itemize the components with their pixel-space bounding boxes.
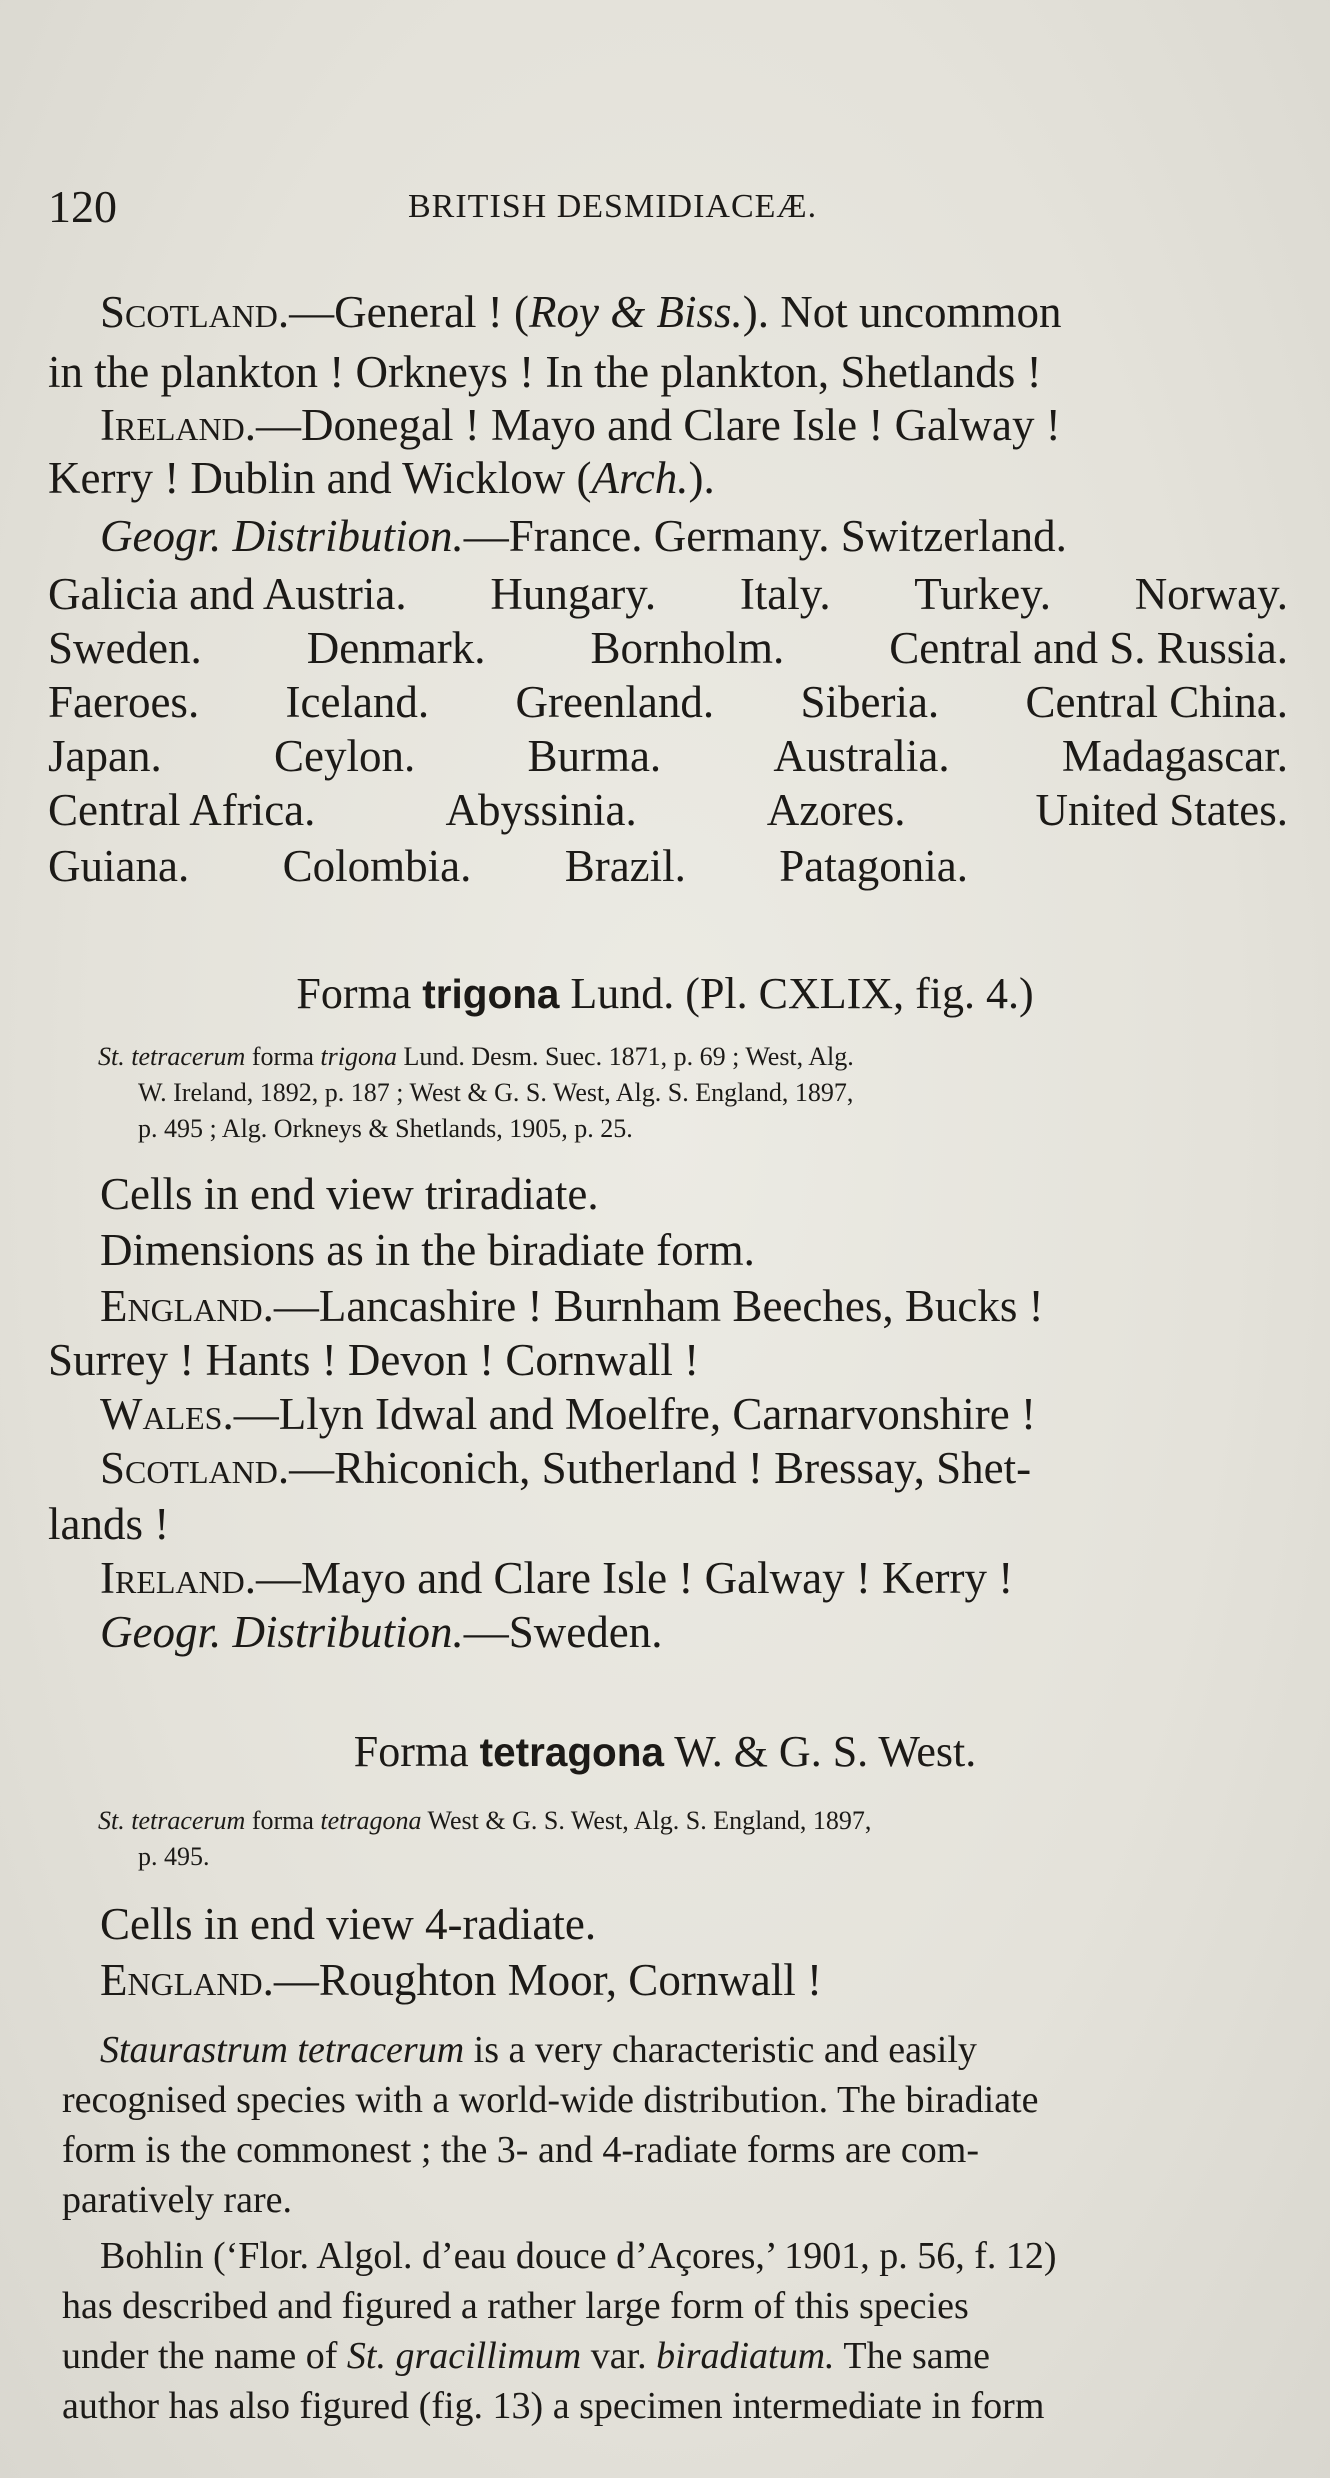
page-number: 120 [48,181,117,232]
distribution-line [48,785,1288,835]
region-label: Wales. [100,1389,234,1439]
text-span: West & G. S. West, Alg. S. England, 1897, [421,1806,872,1835]
text-line: Cells in end view triradiate. [100,1169,599,1219]
england-line [100,1281,1290,1331]
ireland-line [100,1553,1290,1603]
taxon-name: Staurastrum tetracerum [100,2029,465,2071]
text-line: recognised species with a world-wide distribution. The biradiate [62,2079,1039,2121]
place-name: Ceylon. [273,731,416,781]
region-label: Ireland. [100,1553,257,1603]
place-name: Brazil. [564,841,686,891]
place-name: Colombia. [282,841,472,891]
text-line: in the plankton ! Orkneys ! In the plankton, Shetlands ! [48,347,1042,397]
reference-line: p. 495. [138,1842,210,1871]
reference-line: W. Ireland, 1892, p. 187 ; West & G. S. West, Alg. S. England, 1897, [138,1078,854,1107]
distribution-line [48,841,968,891]
place-name: Burma. [527,731,662,781]
text-span: —Mayo and Clare Isle ! Galway ! Kerry ! [256,1553,1014,1603]
place-name: Madagascar. [1061,731,1288,781]
place-name: Denmark. [306,623,486,673]
region-label: Ireland. [100,400,257,450]
taxon-name: tetragona [479,1729,664,1775]
geogr-line [100,1607,1290,1657]
place-name: Australia. [773,731,950,781]
text-span: Forma [296,969,423,1018]
taxon-name: trigona [320,1042,397,1071]
place-name: Faeroes. [48,677,200,727]
text-span: Forma [353,1727,480,1776]
distribution-line [48,569,1288,619]
place-name: Galicia and Austria. [48,569,407,619]
text-line: form is the commonest ; the 3- and 4-radiate forms are com- [62,2129,979,2171]
reference-line [98,1806,1298,1836]
text-span: —Donegal ! Mayo and Clare Isle ! Galway ! [256,400,1061,450]
place-name: Japan. [48,731,162,781]
text-span: Lund. Desm. Suec. 1871, p. 69 ; West, Alg. [396,1042,854,1071]
place-name: Azores. [766,785,906,835]
place-name: Patagonia. [779,841,968,891]
distribution-line [48,731,1288,781]
text-line: Cells in end view 4-radiate. [100,1899,597,1949]
region-label: Scotland. [100,287,290,337]
region-label: England. [100,1281,274,1331]
text-span: The same [834,2335,991,2377]
text-span: forma [245,1806,321,1835]
taxon-name: St. tetracerum [98,1042,246,1071]
text-line: author has also figured (fig. 13) a specimen intermediate in form [62,2385,1045,2427]
text-span: ). Not uncommon [742,287,1062,337]
running-title: BRITISH DESMIDIACEÆ. [408,188,818,225]
text-span: is a very characteristic and easily [464,2029,977,2071]
place-name: Abyssinia. [445,785,637,835]
text-line [48,453,1288,503]
text-span: var. [581,2335,657,2377]
place-name: Guiana. [48,841,190,891]
wales-line [100,1389,1290,1439]
place-name: Central and S. Russia. [889,623,1288,673]
region-label: England. [100,1955,274,2005]
taxon-name: biradiatum. [656,2335,835,2377]
taxon-name: St. gracillimum [346,2335,582,2377]
text-span: —Sweden. [463,1607,663,1657]
text-span: under the name of [62,2335,347,2377]
scotland-line [100,287,1290,337]
text-line: Surrey ! Hants ! Devon ! Cornwall ! [48,1335,700,1385]
place-name: Sweden. [48,623,202,673]
text-line [100,2028,1300,2072]
place-name: Greenland. [515,677,715,727]
place-name: Iceland. [285,677,430,727]
text-line: paratively rare. [62,2179,292,2221]
authority-text: Arch. [591,453,689,503]
reference-line: p. 495 ; Alg. Orkneys & Shetlands, 1905, p. 25. [138,1114,633,1143]
ireland-line [100,400,1290,450]
place-name: Italy. [739,569,831,619]
geogr-line [100,511,1290,561]
text-span: —Rhiconich, Sutherland ! Bressay, Shet- [289,1443,1032,1493]
authority-text: Roy & Biss. [529,287,743,337]
text-line: has described and figured a rather large form of this species [62,2285,969,2327]
place-name: Central China. [1025,677,1288,727]
text-span: Kerry ! Dublin and Wicklow ( [48,453,592,503]
place-name: Siberia. [800,677,940,727]
text-span: forma [245,1042,321,1071]
text-line: Bohlin (‘Flor. Algol. d’eau douce d’Açores,’ 1901, p. 56, f. 12) [100,2235,1057,2277]
text-span: —Roughton Moor, Cornwall ! [273,1955,823,2005]
taxon-name: St. tetracerum [98,1806,246,1835]
reference-line [98,1042,1298,1072]
forma-trigona-heading [0,968,1330,1019]
geogr-label: Geogr. Distribution. [100,1607,464,1657]
place-name: United States. [1035,785,1288,835]
taxon-name: tetragona [320,1806,422,1835]
distribution-line [48,677,1288,727]
text-line: lands ! [48,1499,170,1549]
forma-tetragona-heading [0,1726,1330,1777]
text-span: —Lancashire ! Burnham Beeches, Bucks ! [273,1281,1044,1331]
place-name: Bornholm. [590,623,785,673]
taxon-name: trigona [422,971,560,1017]
place-name: Hungary. [490,569,657,619]
geogr-label: Geogr. Distribution. [100,511,464,561]
text-span: —France. Germany. Switzerland. [463,511,1067,561]
text-span: —Llyn Idwal and Moelfre, Carnarvonshire ! [233,1389,1036,1439]
place-name: Central Africa. [48,785,316,835]
scotland-line [100,1443,1290,1493]
text-line [62,2334,1302,2378]
text-span: —General ! ( [289,287,530,337]
place-name: Norway. [1134,569,1288,619]
text-span: ). [688,453,715,503]
text-span: Lund. (Pl. CXLIX, fig. 4.) [559,969,1034,1018]
england-line [100,1955,1290,2005]
region-label: Scotland. [100,1443,290,1493]
text-span: W. & G. S. West. [664,1727,977,1776]
distribution-line [48,623,1288,673]
running-head [48,180,1288,240]
text-line: Dimensions as in the biradiate form. [100,1225,755,1275]
place-name: Turkey. [914,569,1051,619]
